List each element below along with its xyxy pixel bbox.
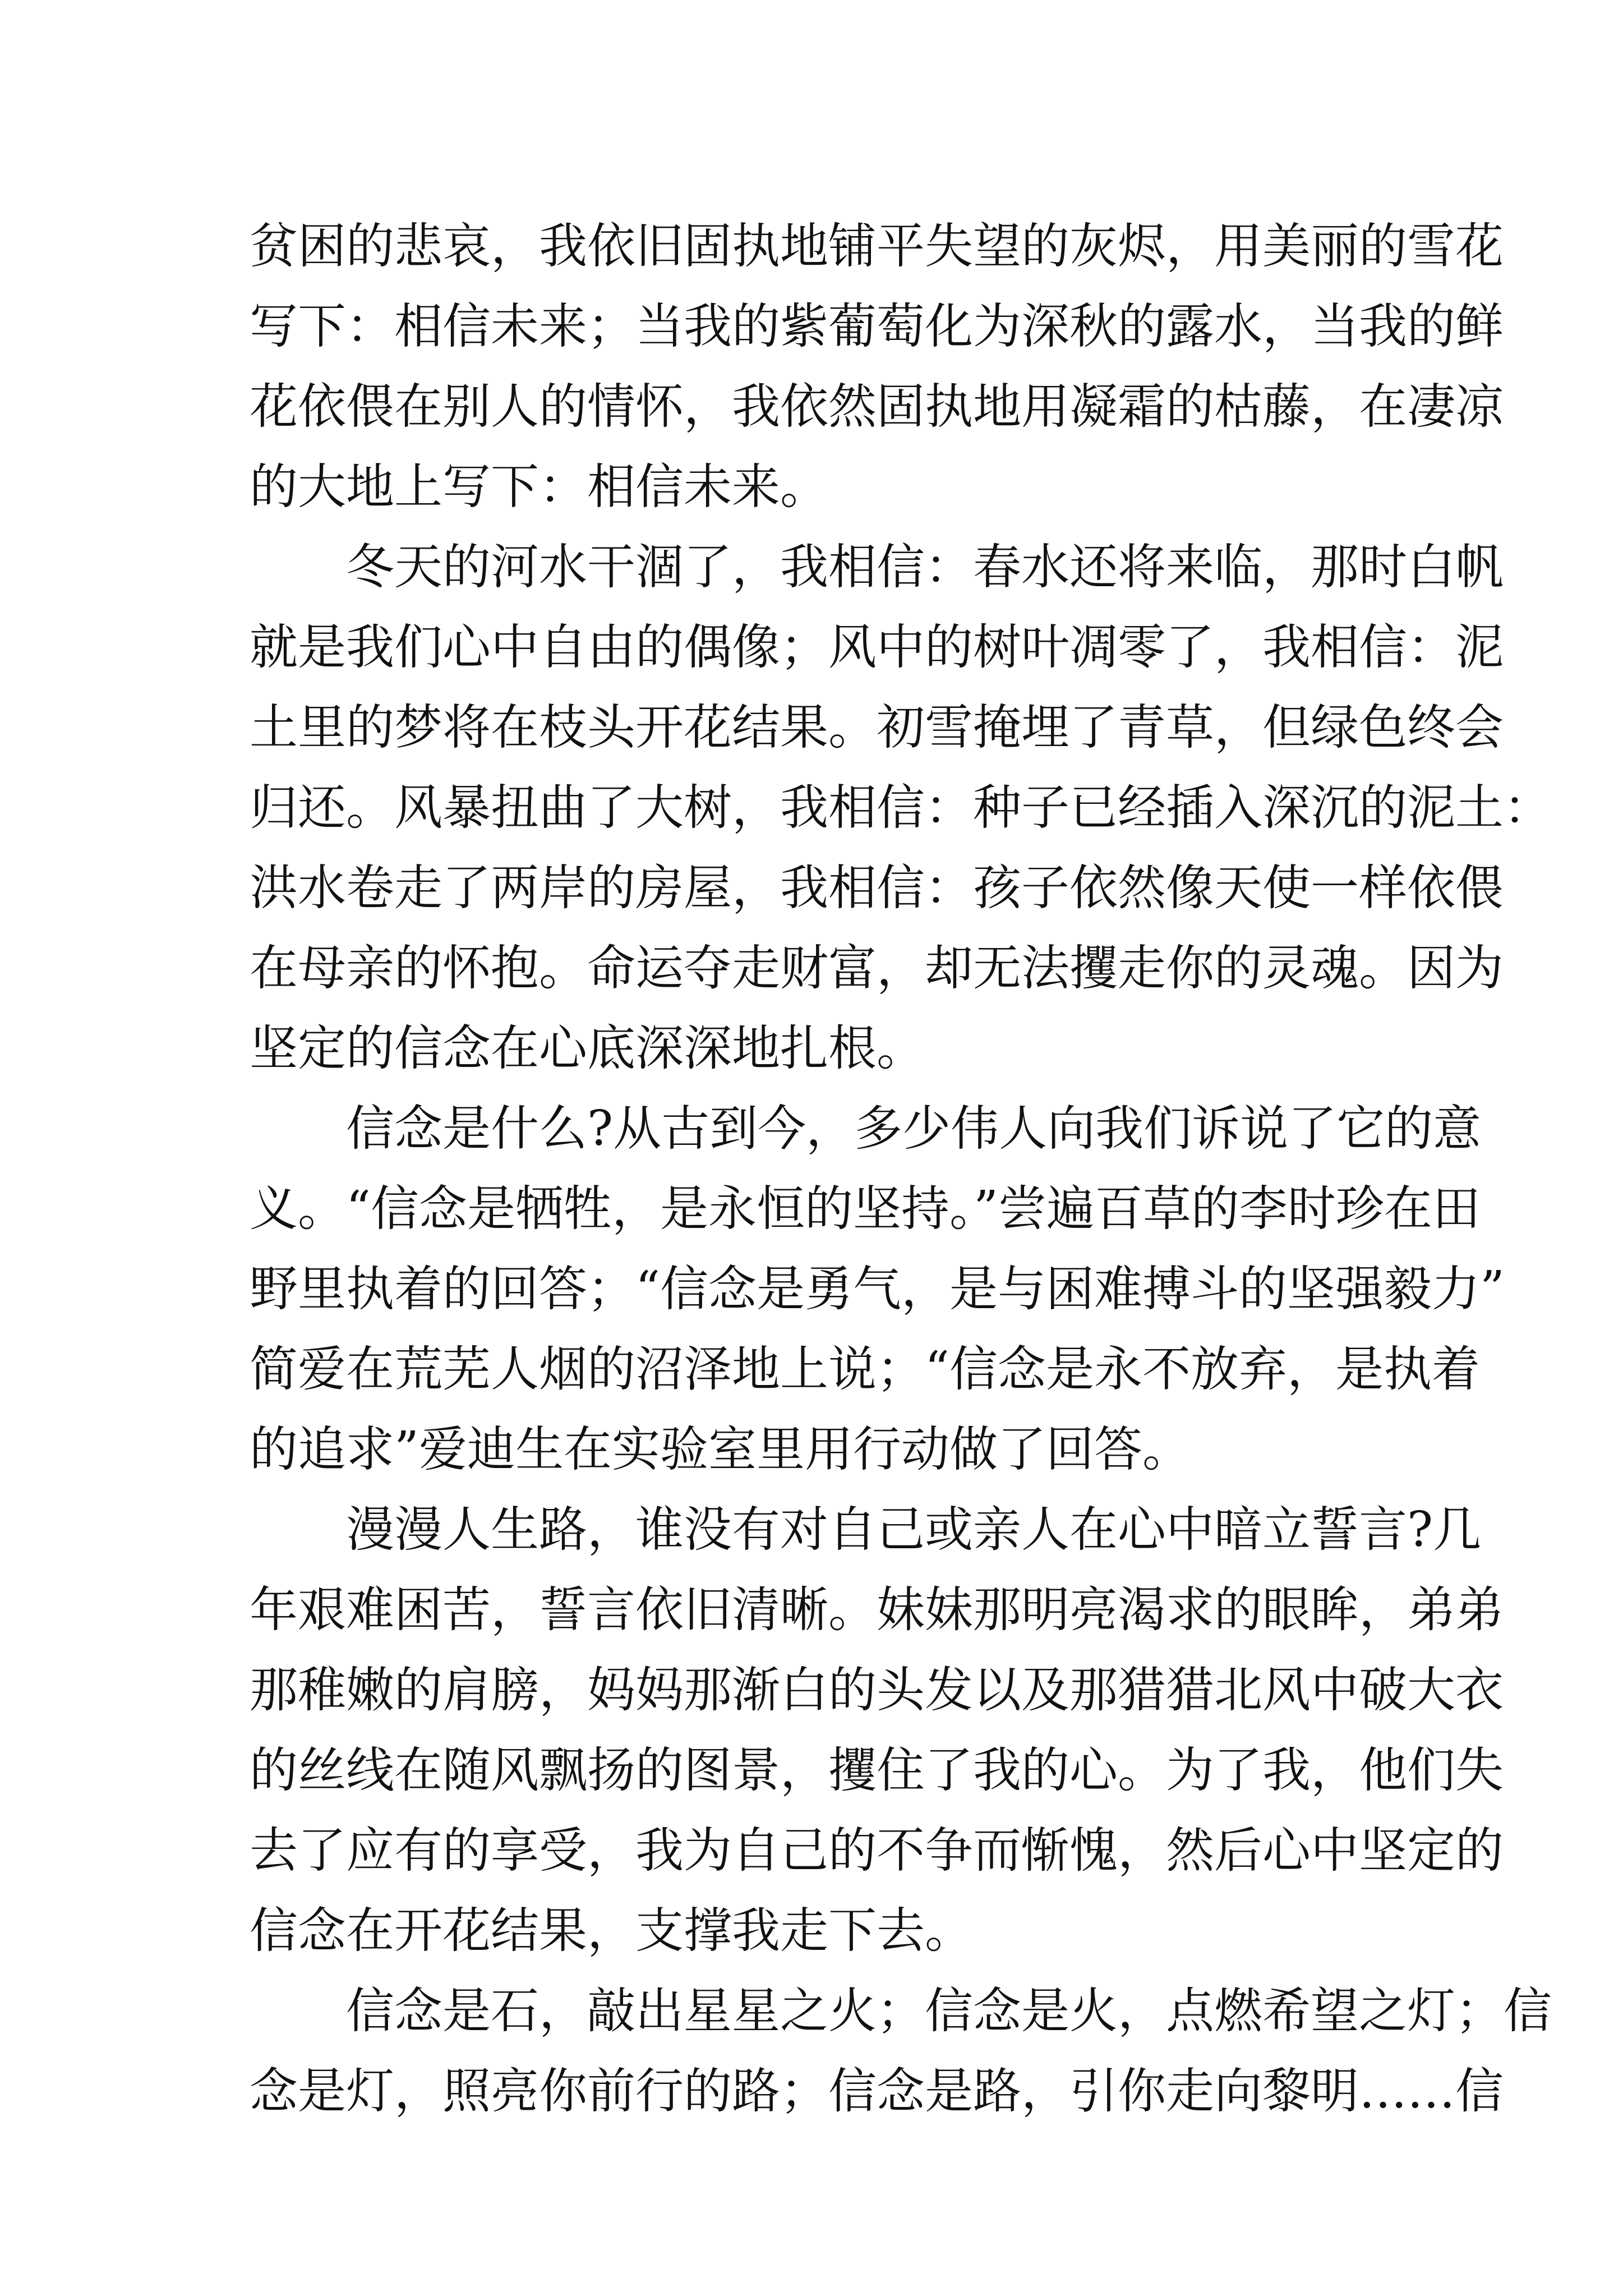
text-line: 信念是什么?从古到今，多少伟人向我们诉说了它的意 xyxy=(346,1101,1482,1157)
text-line: 的追求”爱迪生在实验室里用行动做了回答。 xyxy=(250,1421,1191,1478)
text-line: 年艰难困苦，誓言依旧清晰。妹妹那明亮渴求的眼眸，弟弟 xyxy=(250,1582,1504,1638)
text-line: 土里的梦将在枝头开花结果。初雪掩埋了青草，但绿色终会 xyxy=(250,700,1504,756)
text-line: 在母亲的怀抱。命运夺走财富，却无法攫走你的灵魂。因为 xyxy=(250,940,1504,996)
text-line: 那稚嫩的肩膀，妈妈那渐白的头发以及那猎猎北风中破大衣 xyxy=(250,1662,1504,1718)
text-line: 念是灯，照亮你前行的路；信念是路，引你走向黎明……信 xyxy=(250,2063,1504,2119)
text-line: 归还。风暴扭曲了大树，我相信：种子已经插入深沉的泥土： xyxy=(250,780,1552,836)
text-line: 就是我们心中自由的偶像；风中的树叶凋零了，我相信：泥 xyxy=(250,619,1504,675)
text-line: 冬天的河水干涸了，我相信：春水还将来临，那时白帆 xyxy=(346,539,1504,595)
text-line: 义。“信念是牺牲，是永恒的坚持。”尝遍百草的李时珍在田 xyxy=(250,1181,1481,1237)
text-line: 去了应有的享受，我为自己的不争而惭愧，然后心中坚定的 xyxy=(250,1823,1504,1879)
text-line: 洪水卷走了两岸的房屋，我相信：孩子依然像天使一样依偎 xyxy=(250,860,1504,916)
body-text xyxy=(250,206,1552,2132)
text-line: 花依偎在别人的情怀，我依然固执地用凝霜的枯藤，在凄凉 xyxy=(250,379,1504,435)
text-line: 信念是石，敲出星星之火；信念是火，点燃希望之灯；信 xyxy=(346,1983,1552,2039)
text-line: 漫漫人生路，谁没有对自己或亲人在心中暗立誓言?几 xyxy=(346,1502,1482,1558)
text-line: 的大地上写下：相信未来。 xyxy=(250,459,828,515)
text-line: 贫困的悲哀，我依旧固执地铺平失望的灰烬，用美丽的雪花 xyxy=(250,218,1504,274)
text-line: 简爱在荒芜人烟的沼泽地上说；“信念是永不放弃，是执着 xyxy=(250,1341,1480,1397)
text-line: 坚定的信念在心底深深地扎根。 xyxy=(250,1020,925,1076)
text-line: 的丝线在随风飘扬的图景，攫住了我的心。为了我，他们失 xyxy=(250,1742,1504,1798)
text-line: 野里执着的回答；“信念是勇气，是与困难搏斗的坚强毅力” xyxy=(250,1261,1505,1317)
text-line: 写下：相信未来；当我的紫葡萄化为深秋的露水，当我的鲜 xyxy=(250,298,1504,355)
text-line: 信念在开花结果，支撑我走下去。 xyxy=(250,1903,973,1959)
